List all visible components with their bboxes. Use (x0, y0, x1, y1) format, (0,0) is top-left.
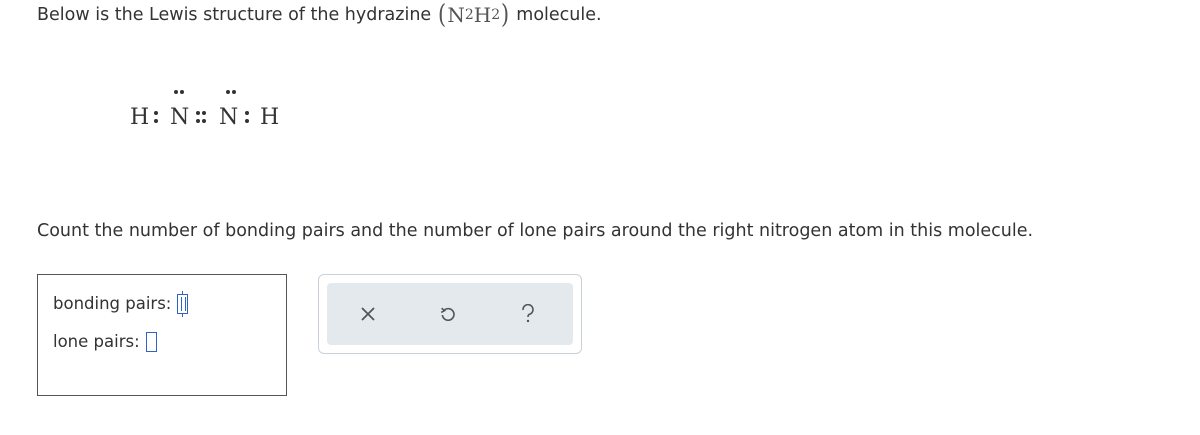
formula-h-sub: 2 (491, 7, 501, 23)
close-icon (360, 306, 376, 322)
bonding-pairs-row (53, 293, 188, 315)
formula-n-sub: 2 (464, 7, 474, 23)
formula-close-paren: ) (501, 0, 510, 30)
cursor-tick (182, 291, 183, 294)
bond-dot (196, 111, 200, 115)
bond-dot (154, 119, 158, 123)
bond-dot (154, 111, 158, 115)
atom-h-left: H (130, 105, 150, 130)
lewis-structure (128, 80, 298, 140)
atom-n-left: N (170, 105, 190, 130)
atom-h-right: H (260, 105, 280, 130)
bond-dot (245, 111, 249, 115)
undo-icon (439, 305, 457, 323)
question-text: Count the number of bonding pairs and the number of lone pairs around the right nitrogen atom in this molecule. (37, 221, 1034, 241)
lone-pair-dot (226, 90, 230, 94)
intro-before: Below is the Lewis structure of the hydrazine (37, 5, 432, 25)
intro-after: molecule. (516, 5, 602, 25)
cursor-tick (182, 314, 183, 317)
atom-n-right: N (219, 105, 239, 130)
formula-n: N (447, 3, 465, 27)
formula-h: H (473, 3, 492, 27)
bonding-pairs-input[interactable] (177, 294, 188, 314)
help-button[interactable] (511, 297, 545, 331)
lone-pairs-input[interactable] (146, 332, 157, 352)
undo-button[interactable] (431, 297, 465, 331)
answer-box (37, 274, 287, 396)
lone-pairs-label: lone pairs: (53, 332, 140, 351)
bond-dot (202, 119, 206, 123)
lone-pair-dot (174, 90, 178, 94)
intro-text (37, 2, 602, 28)
help-icon (520, 304, 536, 324)
toolbar-panel (327, 283, 573, 345)
text-cursor (181, 297, 186, 311)
hydrazine-formula (437, 2, 510, 28)
clear-button[interactable] (351, 297, 385, 331)
bond-dot (202, 111, 206, 115)
lone-pair-dot (180, 90, 184, 94)
bond-dot (196, 119, 200, 123)
lone-pairs-row (53, 331, 157, 353)
bond-dot (245, 119, 249, 123)
bonding-pairs-label: bonding pairs: (53, 294, 172, 313)
formula-open-paren: ( (438, 0, 447, 30)
answer-toolbar (318, 274, 582, 354)
lone-pair-dot (232, 90, 236, 94)
